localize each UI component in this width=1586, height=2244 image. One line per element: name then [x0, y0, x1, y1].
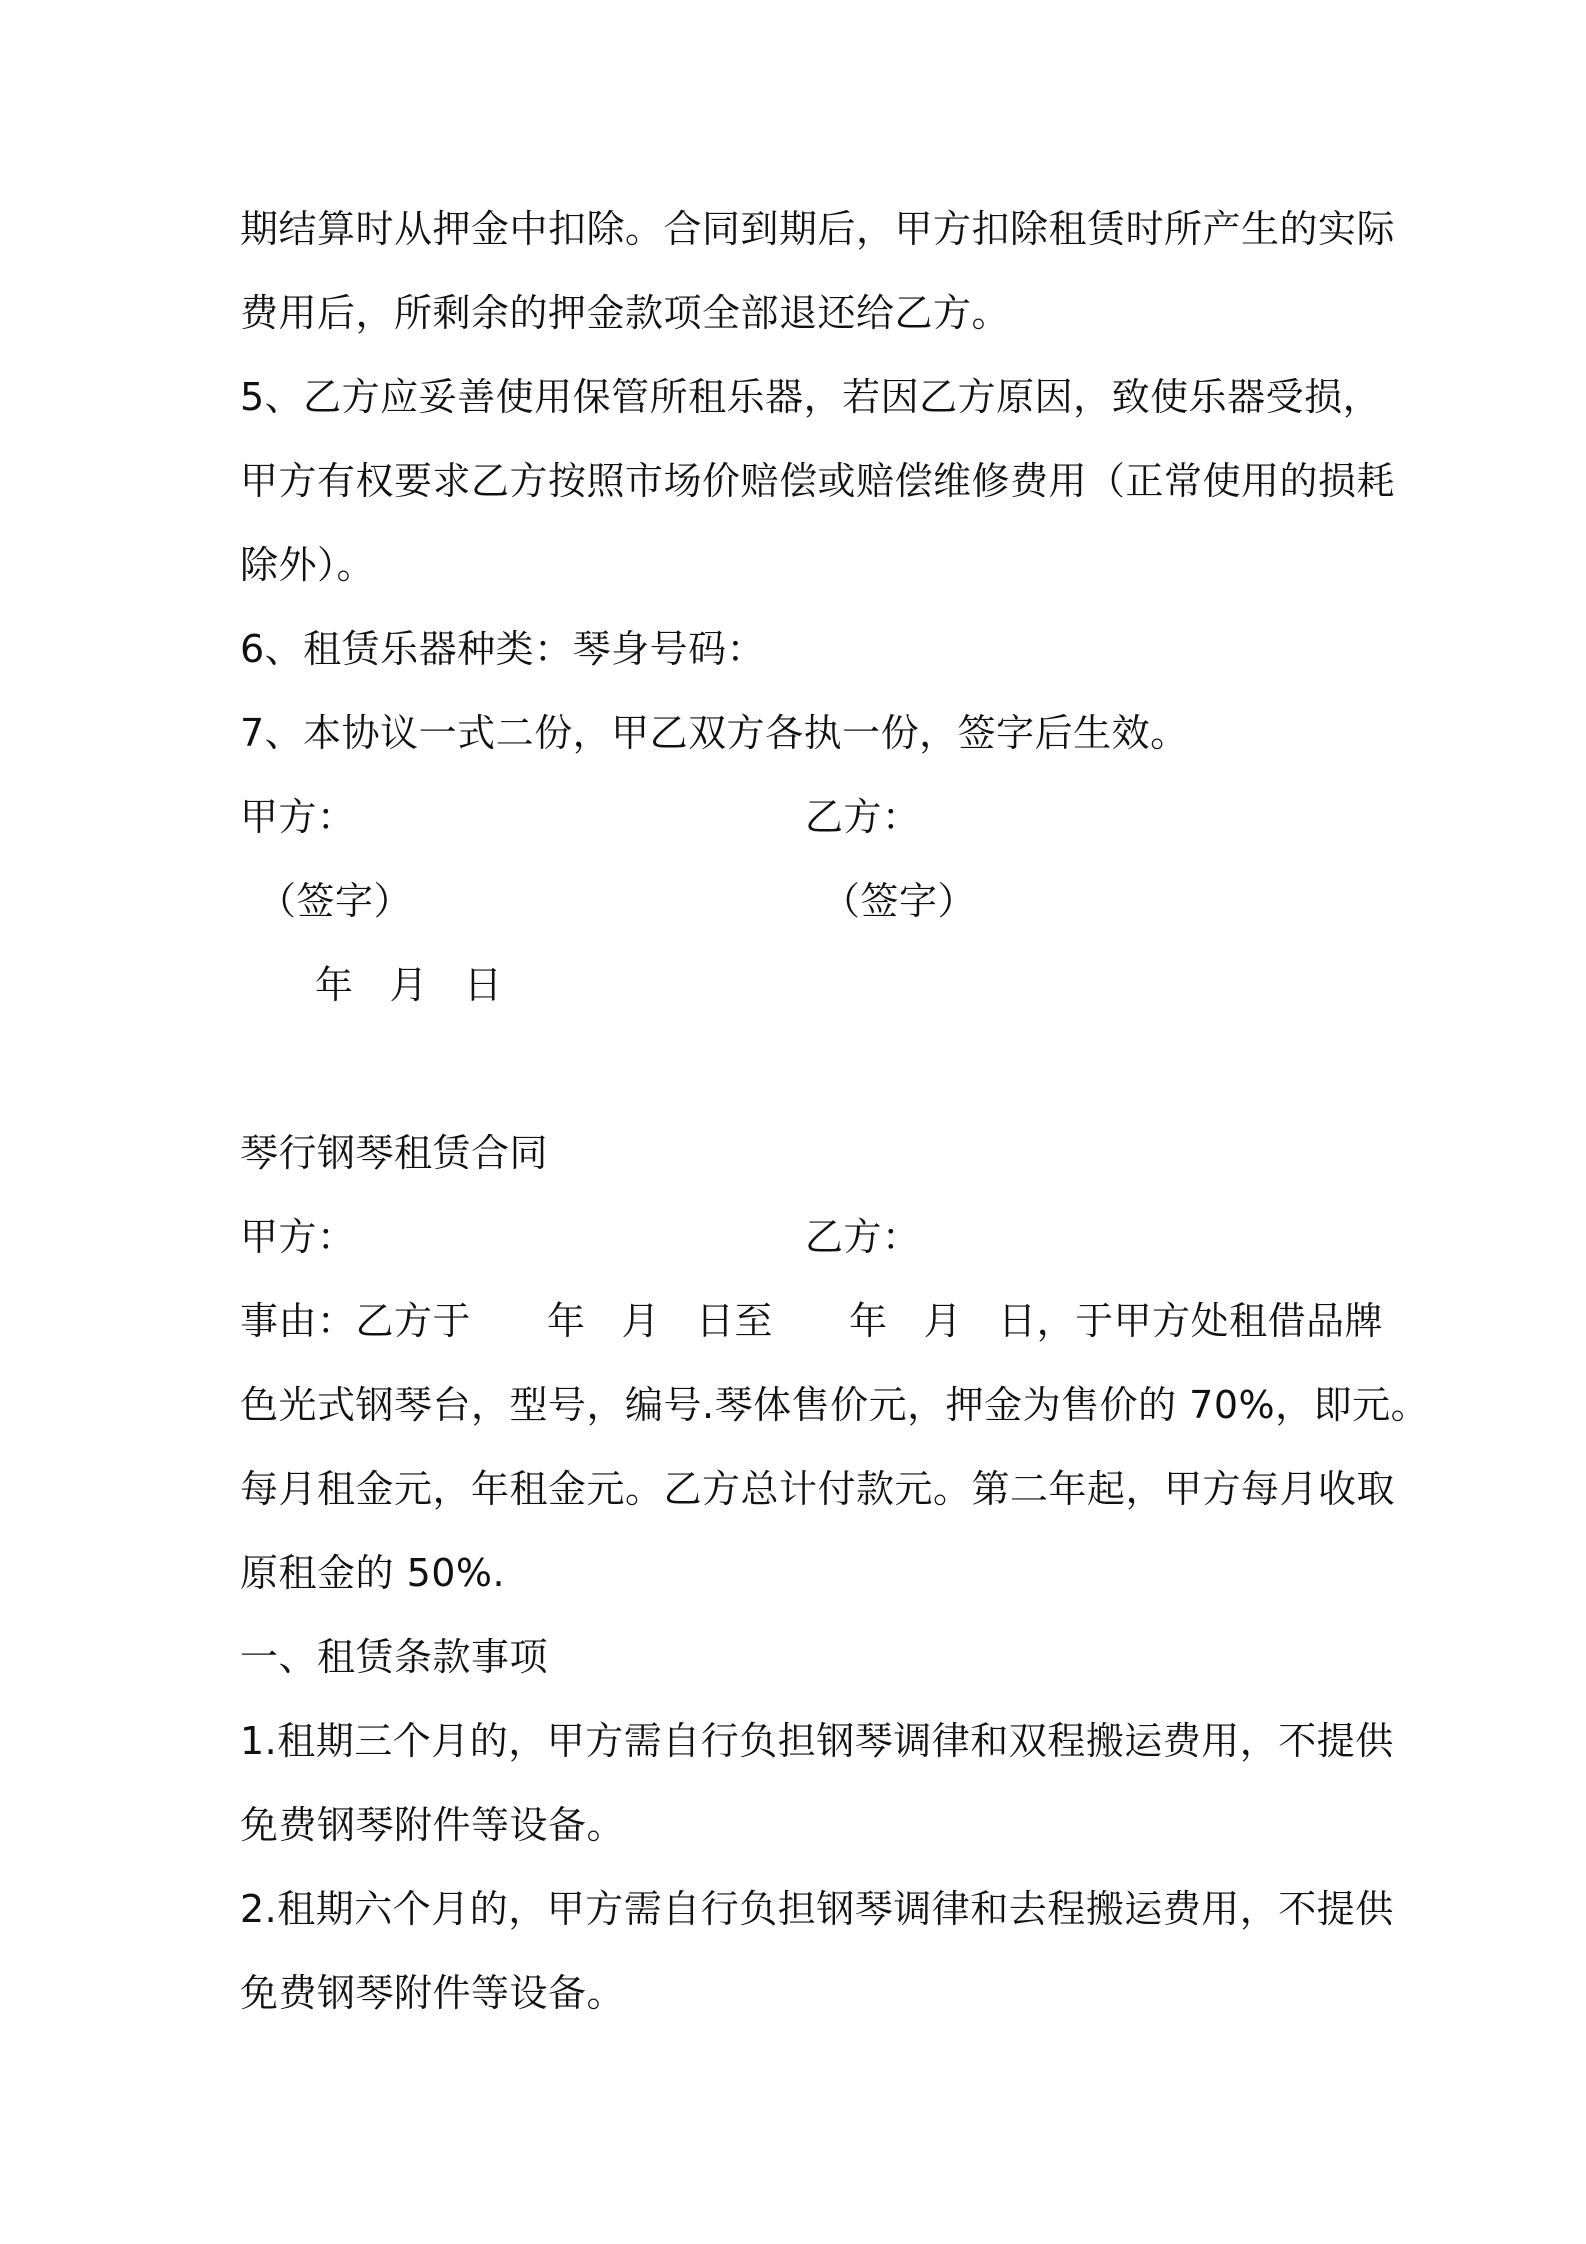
reason-year-1: 年 — [547, 1299, 586, 1343]
date-year: 年 — [315, 963, 354, 1007]
party-a-label: 甲方： — [240, 795, 356, 839]
reason-prefix: 事由：乙方于 — [240, 1299, 472, 1343]
date-month: 月 — [389, 963, 429, 1007]
party-a-label-2: 甲方： — [240, 1215, 356, 1259]
item5-line-2: 甲方有权要求乙方按照市场价赔偿或赔偿维修费用（正常使用的损耗 — [240, 459, 1396, 503]
deposit-line-1: 期结算时从押金中扣除。合同到期后，甲方扣除租赁时所产生的实际 — [240, 207, 1396, 251]
sign-b-label: （签字） — [822, 879, 977, 923]
item5-line-3: 除外）。 — [240, 543, 376, 587]
party-b-label-2: 乙方： — [805, 1215, 921, 1259]
reason-line-1 — [240, 1297, 1383, 1345]
clause2-line-1: 2.租期六个月的，甲方需自行负担钢琴调律和去程搬运费用，不提供 — [240, 1887, 1394, 1931]
date-day: 日 — [464, 963, 503, 1007]
reason-day-1: 日至 — [696, 1299, 774, 1343]
clause1-line-1: 1.租期三个月的，甲方需自行负担钢琴调律和双程搬运费用，不提供 — [240, 1719, 1394, 1763]
clause2-line-2: 免费钢琴附件等设备。 — [240, 1971, 626, 2015]
section-title: 一、租赁条款事项 — [240, 1635, 549, 1679]
date-line — [315, 961, 503, 1009]
contract-title: 琴行钢琴租赁合同 — [240, 1131, 549, 1175]
reason-line-4: 原租金的 50%. — [240, 1551, 506, 1595]
item6: 6、租赁乐器种类：琴身号码： — [240, 627, 766, 671]
reason-line-3: 每月租金元，年租金元。乙方总计付款元。第二年起，甲方每月收取 — [240, 1467, 1396, 1511]
clause1-line-2: 免费钢琴附件等设备。 — [240, 1803, 626, 1847]
reason-tail: 日，于甲方处租借品牌 — [998, 1299, 1384, 1343]
reason-month-1: 月 — [621, 1299, 661, 1343]
sign-a-label: （签字） — [258, 879, 413, 923]
reason-year-2: 年 — [849, 1299, 888, 1343]
deposit-line-2: 费用后，所剩余的押金款项全部退还给乙方。 — [240, 291, 1011, 335]
item5-line-1: 5、乙方应妥善使用保管所租乐器，若因乙方原因，致使乐器受损， — [240, 375, 1382, 419]
reason-line-2: 色光式钢琴台，型号，编号.琴体售价元，押金为售价的 70%，即元。 — [240, 1383, 1430, 1427]
item7: 7、本协议一式二份，甲乙双方各执一份，签字后生效。 — [240, 711, 1189, 755]
reason-month-2: 月 — [923, 1299, 963, 1343]
party-b-label: 乙方： — [805, 795, 921, 839]
